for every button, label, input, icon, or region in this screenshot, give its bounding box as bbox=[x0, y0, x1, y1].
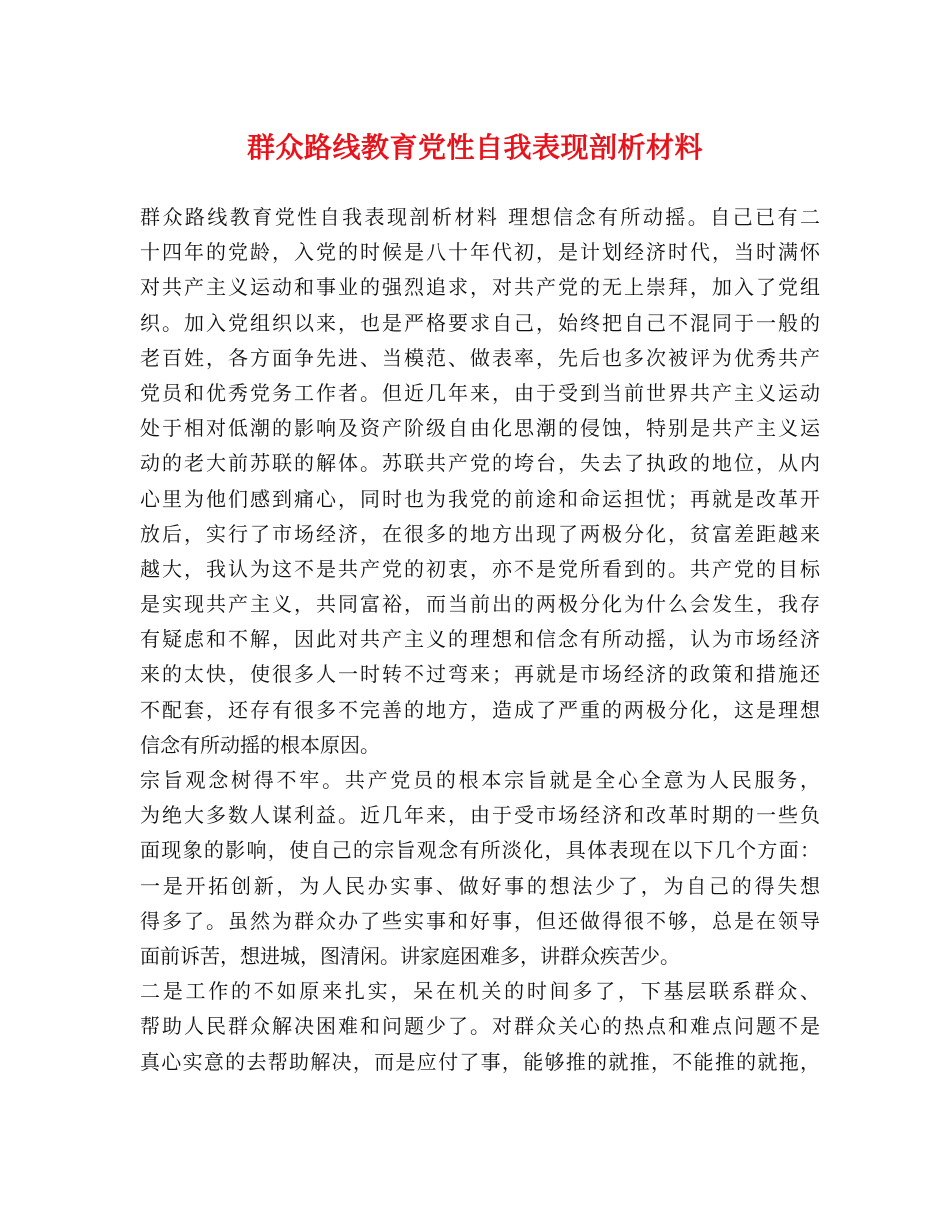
body-line: 处于相对低潮的影响及资产阶级自由化思潮的侵蚀，特别是共产主义运 bbox=[140, 416, 820, 441]
body-line: 放后，实行了市场经济，在很多的地方出现了两极分化，贫富差距越来 bbox=[140, 521, 820, 546]
body-line: 面现象的影响，使自己的宗旨观念有所淡化，具体表现在以下几个方面： bbox=[140, 838, 820, 863]
body-line: 为绝大多数人谋利益。近几年来，由于受市场经济和改革时期的一些负 bbox=[140, 803, 820, 828]
body-line: 老百姓，各方面争先进、当模范、做表率，先后也多次被评为优秀共产 bbox=[140, 345, 820, 370]
body-line: 二是工作的不如原来扎实，呆在机关的时间多了，下基层联系群众、 bbox=[140, 979, 820, 1004]
body-line: 得多了。虽然为群众办了些实事和好事，但还做得很不够，总是在领导 bbox=[140, 908, 820, 933]
body-line: 一是开拓创新，为人民办实事、做好事的想法少了，为自己的得失想 bbox=[140, 873, 820, 898]
body-line: 对共产主义运动和事业的强烈追求，对共产党的无上崇拜，加入了党组 bbox=[140, 275, 820, 300]
body-line: 越大，我认为这不是共产党的初衷，亦不是党所看到的。共产党的目标 bbox=[140, 556, 820, 581]
body-line: 来的太快，使很多人一时转不过弯来；再就是市场经济的政策和措施还 bbox=[140, 662, 820, 687]
body-line: 织。加入党组织以来，也是严格要求自己，始终把自己不混同于一般的 bbox=[140, 310, 820, 335]
body-line: 宗旨观念树得不牢。共产党员的根本宗旨就是全心全意为人民服务， bbox=[140, 768, 820, 792]
body-line: 动的老大前苏联的解体。苏联共产党的垮台，失去了执政的地位，从内 bbox=[140, 451, 820, 476]
body-line: 是实现共产主义，共同富裕，而当前出的两极分化为什么会发生，我存 bbox=[140, 592, 820, 617]
body-line: 十四年的党龄，入党的时候是八十年代初，是计划经济时代，当时满怀 bbox=[140, 240, 820, 265]
document-title: 群众路线教育党性自我表现剖析材料 bbox=[246, 131, 703, 164]
body-line: 不配套，还存有很多不完善的地方，造成了严重的两极分化，这是理想 bbox=[140, 697, 820, 722]
body-line: 群众路线教育党性自我表现剖析材料 理想信念有所动摇。自己已有二 bbox=[140, 205, 820, 229]
body-line: 心里为他们感到痛心，同时也为我党的前途和命运担忧；再就是改革开 bbox=[140, 486, 820, 511]
body-line: 帮助人民群众解决困难和问题少了。对群众关心的热点和难点问题不是 bbox=[140, 1014, 820, 1039]
document-body bbox=[140, 200, 820, 1080]
body-line: 真心实意的去帮助解决，而是应付了事，能够推的就推，不能推的就拖， bbox=[140, 1049, 820, 1074]
body-line: 有疑虑和不解，因此对共产主义的理想和信念有所动摇，认为市场经济 bbox=[140, 627, 820, 652]
body-line: 面前诉苦，想进城，图清闲。讲家庭困难多，讲群众疾苦少。 bbox=[140, 943, 680, 968]
body-line: 信念有所动摇的根本原因。 bbox=[140, 732, 380, 757]
body-line: 党员和优秀党务工作者。但近几年来，由于受到当前世界共产主义运动 bbox=[140, 380, 820, 405]
